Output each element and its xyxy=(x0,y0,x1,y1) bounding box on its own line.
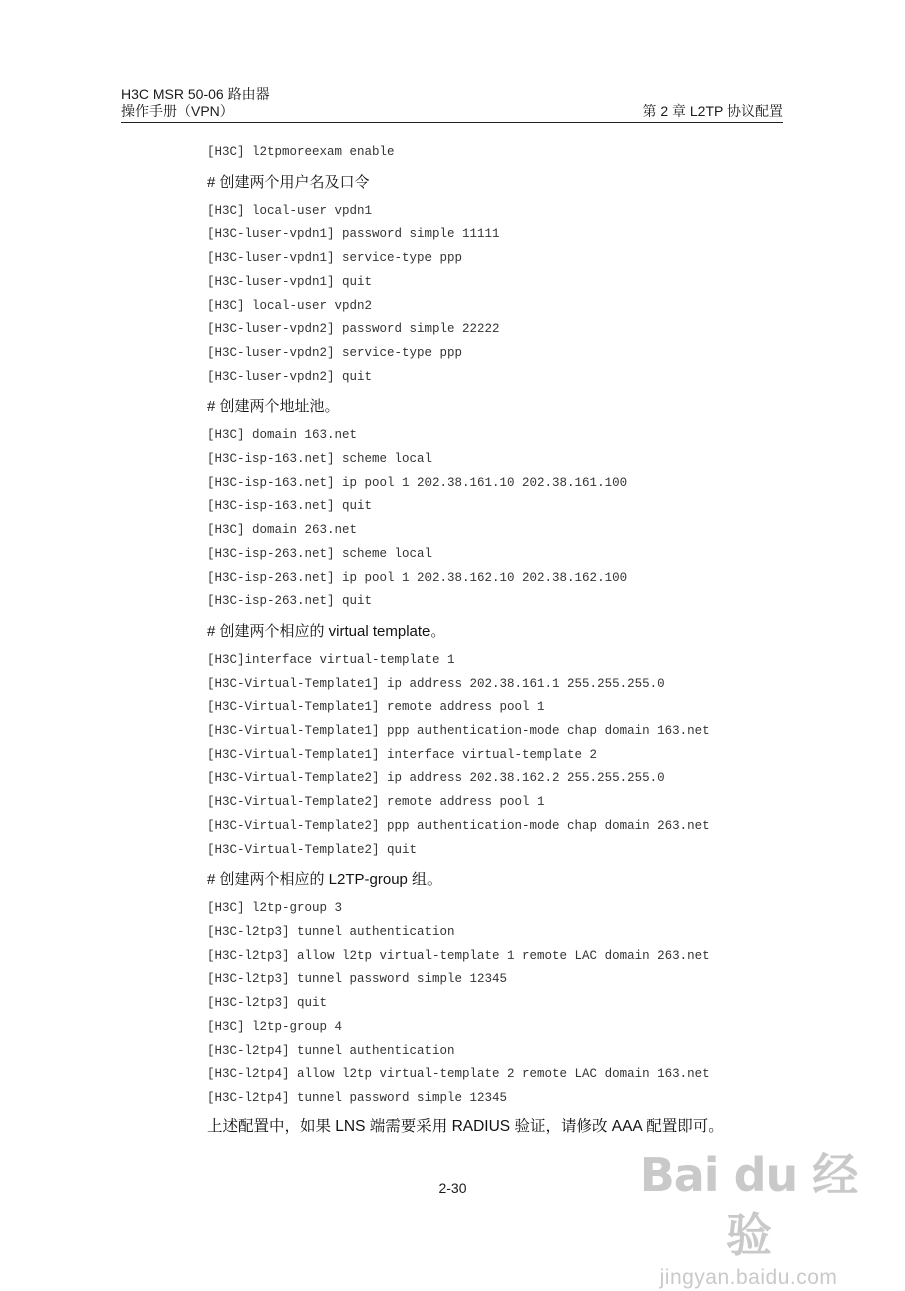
baidu-watermark xyxy=(636,1145,861,1289)
code-line: [H3C-luser-vpdn1] service-type ppp xyxy=(207,251,463,266)
code-block xyxy=(207,897,807,1110)
code-line: [H3C-Virtual-Template1] interface virtual-template 2 xyxy=(207,747,598,762)
code-line: [H3C] domain 163.net xyxy=(207,428,358,443)
header-product: H3C MSR 50-06 路由器 xyxy=(121,86,270,102)
code-line: [H3C-l2tp3] tunnel password simple 12345 xyxy=(207,972,508,987)
code-line: [H3C-Virtual-Template1] ppp authentication-mode chap domain 163.net xyxy=(207,724,710,739)
code-line: [H3C-isp-263.net] ip pool 1 202.38.162.10 202.38.162.100 xyxy=(207,570,628,585)
header-manual: 操作手册（VPN） xyxy=(121,103,234,119)
code-line: [H3C] local-user vpdn2 xyxy=(207,298,373,313)
footer-note: 上述配置中，如果 LNS 端需要采用 RADIUS 验证，请修改 AAA 配置即可。 xyxy=(207,1117,724,1135)
header-chapter: 第 2 章 L2TP 协议配置 xyxy=(642,103,783,119)
code-line: [H3C] domain 263.net xyxy=(207,523,358,538)
code-line: [H3C-Virtual-Template1] ip address 202.38.161.1 255.255.255.0 xyxy=(207,676,665,691)
code-block xyxy=(207,141,807,165)
code-line: [H3C-isp-263.net] quit xyxy=(207,594,373,609)
code-line: [H3C-Virtual-Template2] remote address pool 1 xyxy=(207,795,545,810)
code-line: [H3C-l2tp3] tunnel authentication xyxy=(207,924,455,939)
section-comment: # 创建两个地址池。 xyxy=(207,398,340,416)
code-line: [H3C]interface virtual-template 1 xyxy=(207,652,455,667)
code-line: [H3C-luser-vpdn2] password simple 22222 xyxy=(207,322,500,337)
code-line: [H3C-luser-vpdn2] service-type ppp xyxy=(207,345,463,360)
code-line: [H3C-l2tp3] allow l2tp virtual-template 1 remote LAC domain 263.net xyxy=(207,948,710,963)
section-comment: # 创建两个相应的 virtual template。 xyxy=(207,622,446,640)
code-line: [H3C-Virtual-Template2] quit xyxy=(207,842,418,857)
watermark-url: jingyan.baidu.com xyxy=(659,1266,838,1289)
code-line: [H3C-Virtual-Template2] ip address 202.38.162.2 255.255.255.0 xyxy=(207,771,665,786)
code-block xyxy=(207,649,807,862)
code-line: [H3C-isp-163.net] quit xyxy=(207,499,373,514)
watermark-logo-text: Bai du 经验 xyxy=(639,1148,858,1262)
section-comment: # 创建两个相应的 L2TP-group 组。 xyxy=(207,871,443,889)
code-line: [H3C-Virtual-Template1] remote address pool 1 xyxy=(207,700,545,715)
code-block xyxy=(207,200,807,390)
code-line: [H3C] l2tpmoreexam enable xyxy=(207,145,395,159)
code-line: [H3C-isp-163.net] scheme local xyxy=(207,452,433,467)
code-line: [H3C-l2tp3] quit xyxy=(207,996,328,1011)
code-line: [H3C-isp-163.net] ip pool 1 202.38.161.10 202.38.161.100 xyxy=(207,475,628,490)
code-line: [H3C] l2tp-group 3 xyxy=(207,901,343,916)
page-header xyxy=(121,86,783,120)
code-line: [H3C-l2tp4] allow l2tp virtual-template 2 remote LAC domain 163.net xyxy=(207,1067,710,1082)
code-block xyxy=(207,424,807,614)
code-line: [H3C] local-user vpdn1 xyxy=(207,203,373,218)
code-line: [H3C-l2tp4] tunnel authentication xyxy=(207,1043,455,1058)
page-number: 2-30 xyxy=(438,1180,467,1196)
section-comment: # 创建两个用户名及口令 xyxy=(207,173,370,191)
code-line: [H3C] l2tp-group 4 xyxy=(207,1019,343,1034)
code-line: [H3C-luser-vpdn2] quit xyxy=(207,369,373,384)
code-line: [H3C-Virtual-Template2] ppp authentication-mode chap domain 263.net xyxy=(207,818,710,833)
watermark-logo xyxy=(636,1145,861,1265)
code-line: [H3C-l2tp4] tunnel password simple 12345 xyxy=(207,1090,508,1105)
header-rule xyxy=(121,122,783,123)
document-body xyxy=(207,141,807,1137)
code-line: [H3C-luser-vpdn1] quit xyxy=(207,274,373,289)
code-line: [H3C-isp-263.net] scheme local xyxy=(207,546,433,561)
code-line: [H3C-luser-vpdn1] password simple 11111 xyxy=(207,227,500,242)
